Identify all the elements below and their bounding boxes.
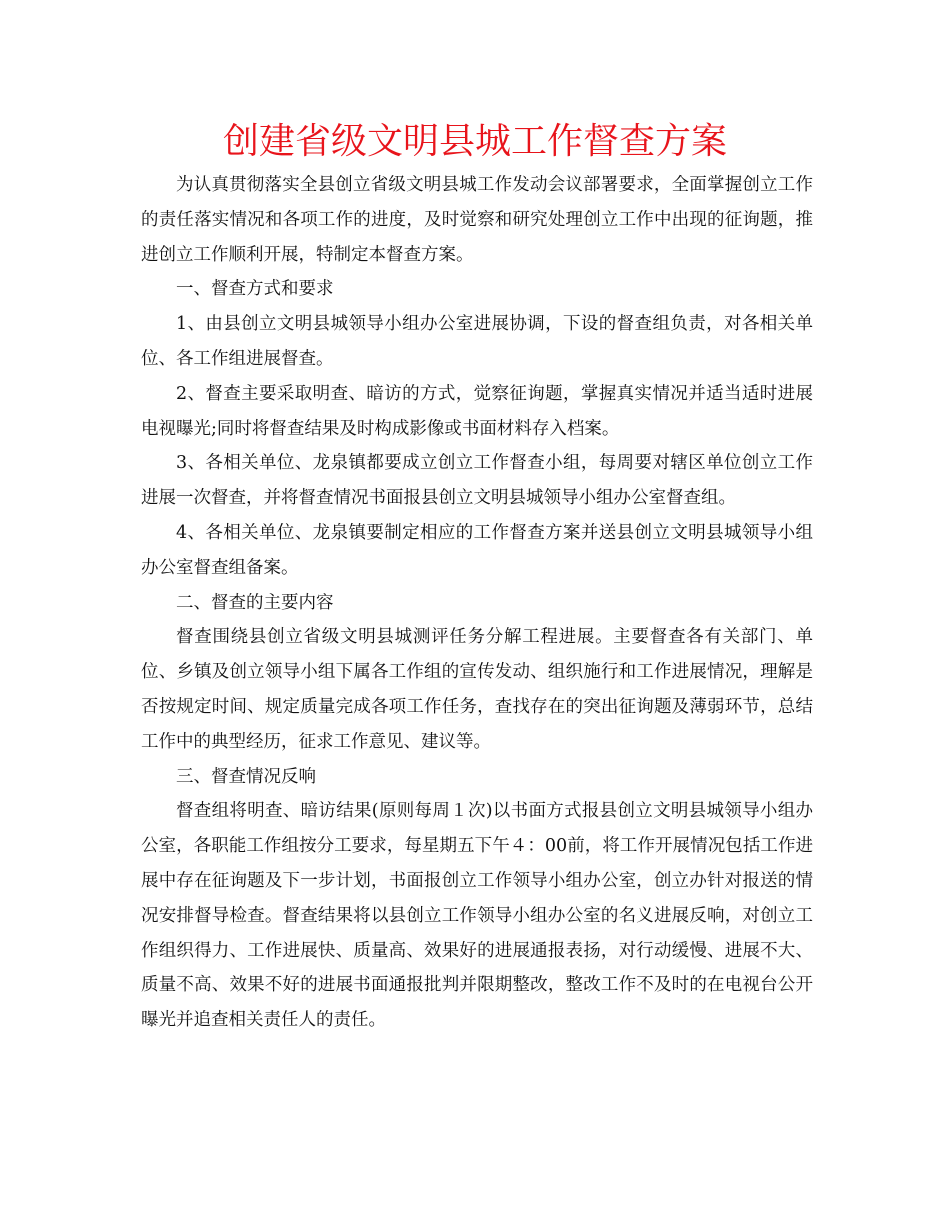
- paragraph-item-2: 2、督查主要采取明查、暗访的方式，觉察征询题，掌握真实情况并适当适时进展电视曝光;同时将督查结果及时构成影像或书面材料存入档案。: [141, 383, 813, 439]
- paragraph-item-3: 3、各相关单位、龙泉镇都要成立创立工作督查小组，每周要对辖区单位创立工作进展一次督查，并将督查情况书面报县创立文明县城领导小组办公室督查组。: [141, 453, 813, 509]
- paragraph-intro: 为认真贯彻落实全县创立省级文明县城工作发动会议部署要求，全面掌握创立工作的责任落实情况和各项工作的进度，及时觉察和研究处理创立工作中出现的征询题，推进创立工作顺利开展，特制定本督查方案。: [141, 175, 813, 265]
- document-body: [141, 168, 813, 1038]
- paragraph-feedback: 督查组将明查、暗访结果(原则每周１次)以书面方式报县创立文明县城领导小组办公室，各职能工作组按分工要求，每星期五下午４：00前，将工作开展情况包括工作进展中存在征询题及下一步计划，书面报创立工作领导小组办公室，创立办针对报送的情况安排督导检查。督查结果将以县创立工作领导小组办公室的名义进展反响，对创立工作组织得力、工作进展快、质量高、效果好的进展通报表扬，对行动缓慢、进展不大、质量不高、效果不好的进展书面通报批判并限期整改，整改工作不及时的在电视台公开曝光并追查相关责任人的责任。: [141, 801, 813, 1031]
- paragraph-item-4: 4、各相关单位、龙泉镇要制定相应的工作督查方案并送县创立文明县城领导小组办公室督查组备案。: [141, 522, 813, 578]
- section-heading-1: 一、督查方式和要求: [176, 279, 334, 300]
- document-title: 创建省级文明县城工作督查方案: [222, 121, 727, 162]
- section-heading-3: 三、督查情况反响: [176, 766, 316, 787]
- paragraph-content: 督查围绕县创立省级文明县城测评任务分解工程进展。主要督查各有关部门、单位、乡镇及创立领导小组下属各工作组的宣传发动、组织施行和工作进展情况，理解是否按规定时间、规定质量完成各项工作任务，查找存在的突出征询题及薄弱环节，总结工作中的典型经历，征求工作意见、建议等。: [141, 627, 813, 752]
- paragraph-item-1: 1、由县创立文明县城领导小组办公室进展协调，下设的督查组负责，对各相关单位、各工作组进展督查。: [141, 314, 813, 369]
- section-heading-2: 二、督查的主要内容: [176, 592, 334, 613]
